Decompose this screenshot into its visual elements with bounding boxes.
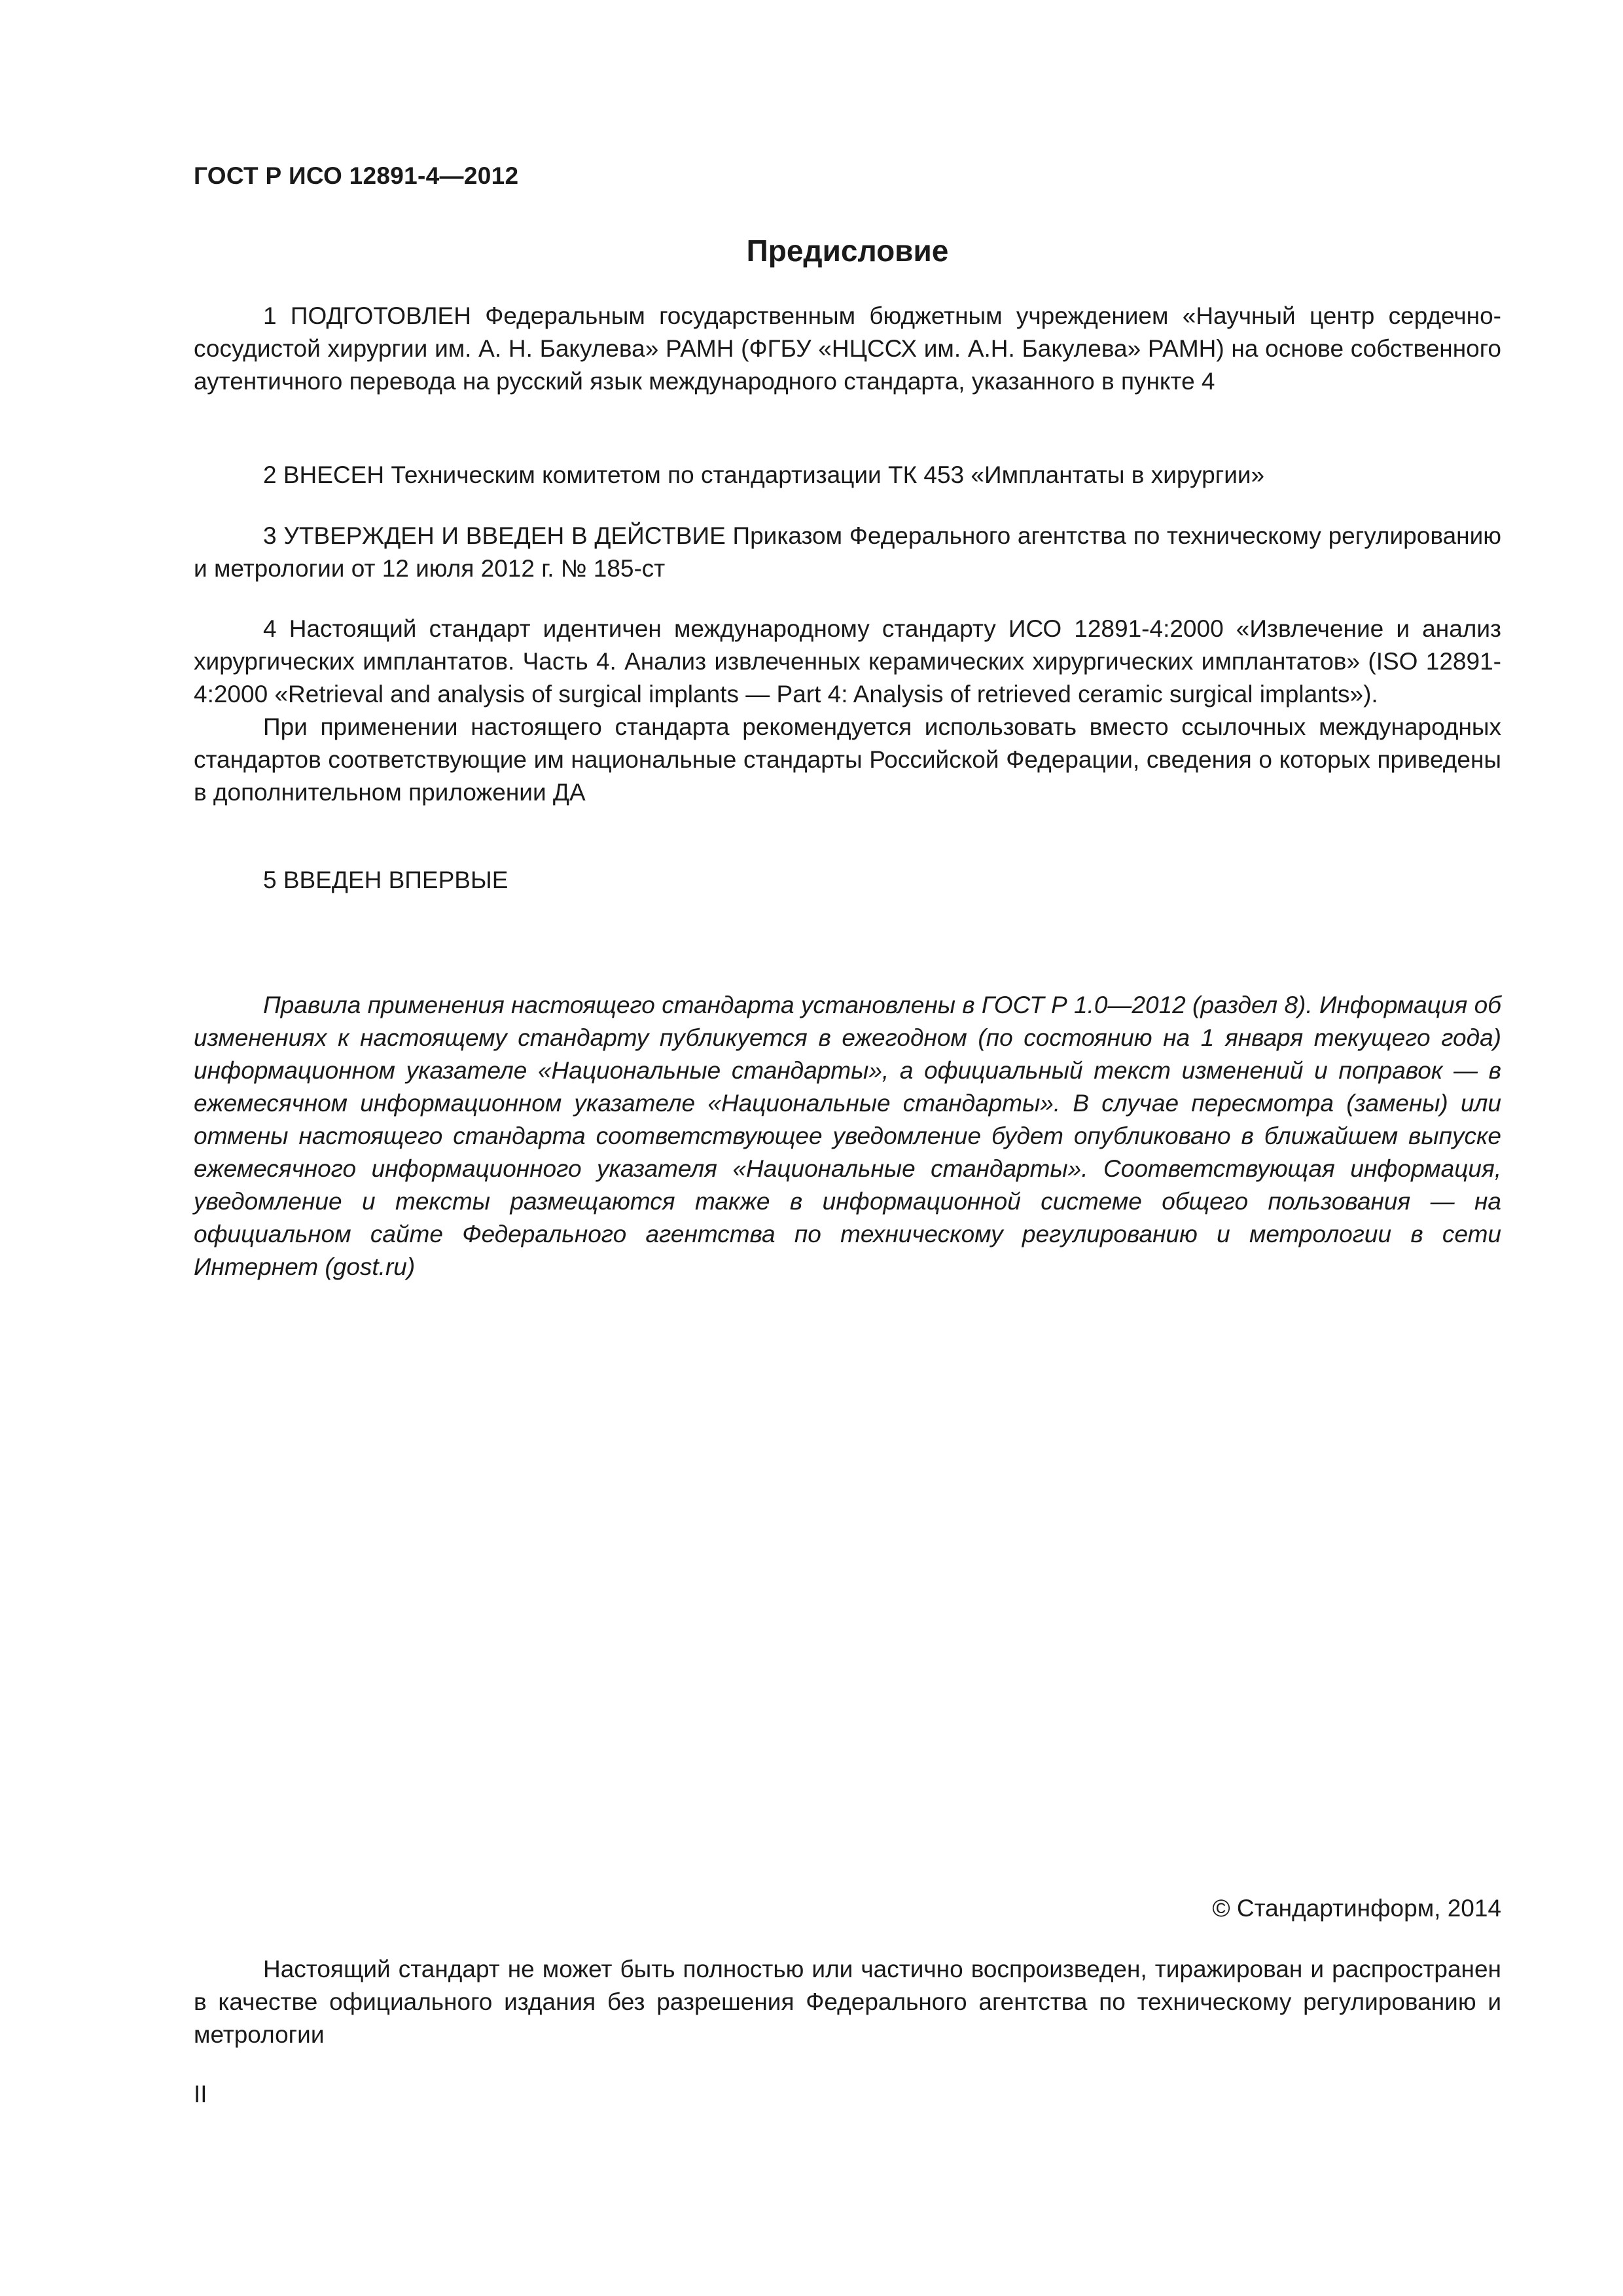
- page-number-text: II: [194, 2081, 207, 2108]
- foreword-item-2-text: 2 ВНЕСЕН Техническим комитетом по стандартизации ТК 453 «Имплантаты в хирургии»: [263, 461, 1265, 488]
- foreword-item-4-note: При применении настоящего стандарта рекомендуется использовать вместо ссылочных международных стандартов соответствующие им национальные стандарты Российской Федерации, сведения о которых приведены в дополнительном приложении ДА: [194, 713, 1501, 806]
- document-code-header: ГОСТ Р ИСО 12891-4—2012: [194, 162, 519, 189]
- foreword-item-3: [194, 520, 1501, 585]
- rules-notice-text: Правила применения настоящего стандарта установлены в ГОСТ Р 1.0—2012 (раздел 8). Информация об изменениях к настоящему стандарту публикуется в ежегодном (по состоянию на 1 января текущего года) информационном указателе «Национальные стандарты», а официальный текст изменений и поправок — в ежемесячном информационном указателе «Национальные стандарты». В случае пересмотра (замены) или отмены настоящего стандарта соответствующее уведомление будет опубликовано в ближайшем выпуске ежемесячного информационного указателя «Национальные стандарты». Соответствующая информация, уведомление и тексты размещаются также в информационной системе общего пользования — на официальном сайте Федерального агентства по техническому регулированию и метрологии в сети Интернет (gost.ru): [194, 992, 1501, 1280]
- foreword-item-4: [194, 613, 1501, 809]
- copyright-line: [194, 1892, 1501, 1925]
- foreword-item-2: [194, 459, 1501, 492]
- page-title: Предисловие: [746, 234, 949, 268]
- foreword-item-5: [194, 864, 1501, 897]
- foreword-item-3-text: 3 УТВЕРЖДЕН И ВВЕДЕН В ДЕЙСТВИЕ Приказом Федерального агентства по техническому регулированию и метрологии от 12 июля 2012 г. № 185-ст: [194, 522, 1501, 582]
- foreword-item-4-text: 4 Настоящий стандарт идентичен международному стандарту ИСО 12891-4:2000 «Извлечение и анализ хирургических имплантатов. Часть 4. Анализ извлеченных керамических хирургических имплантатов» (ISO 12891-4:2000 «Retrieval and analysis of surgical implants — Part 4: Analysis of retrieved ceramic surgical implants»).: [194, 615, 1501, 708]
- foreword-item-5-text: 5 ВВЕДЕН ВПЕРВЫЕ: [263, 867, 508, 893]
- foreword-item-1: [194, 300, 1501, 398]
- page-number: [194, 2078, 1501, 2111]
- reproduction-notice: [194, 1953, 1501, 2051]
- foreword-item-1-text: 1 ПОДГОТОВЛЕН Федеральным государственным бюджетным учреждением «Научный центр сердечно-сосудистой хирургии им. А. Н. Бакулева» РАМН (ФГБУ «НЦССХ им. А.Н. Бакулева» РАМН) на основе собственного аутентичного перевода на русский язык международного стандарта, указанного в пункте 4: [194, 302, 1501, 395]
- reproduction-notice-text: Настоящий стандарт не может быть полностью или частично воспроизведен, тиражирован и распространен в качестве официального издания без разрешения Федерального агентства по техническому регулированию и метрологии: [194, 1956, 1501, 2048]
- copyright-text: © Стандартинформ, 2014: [1212, 1895, 1501, 1922]
- rules-notice: [194, 989, 1501, 1283]
